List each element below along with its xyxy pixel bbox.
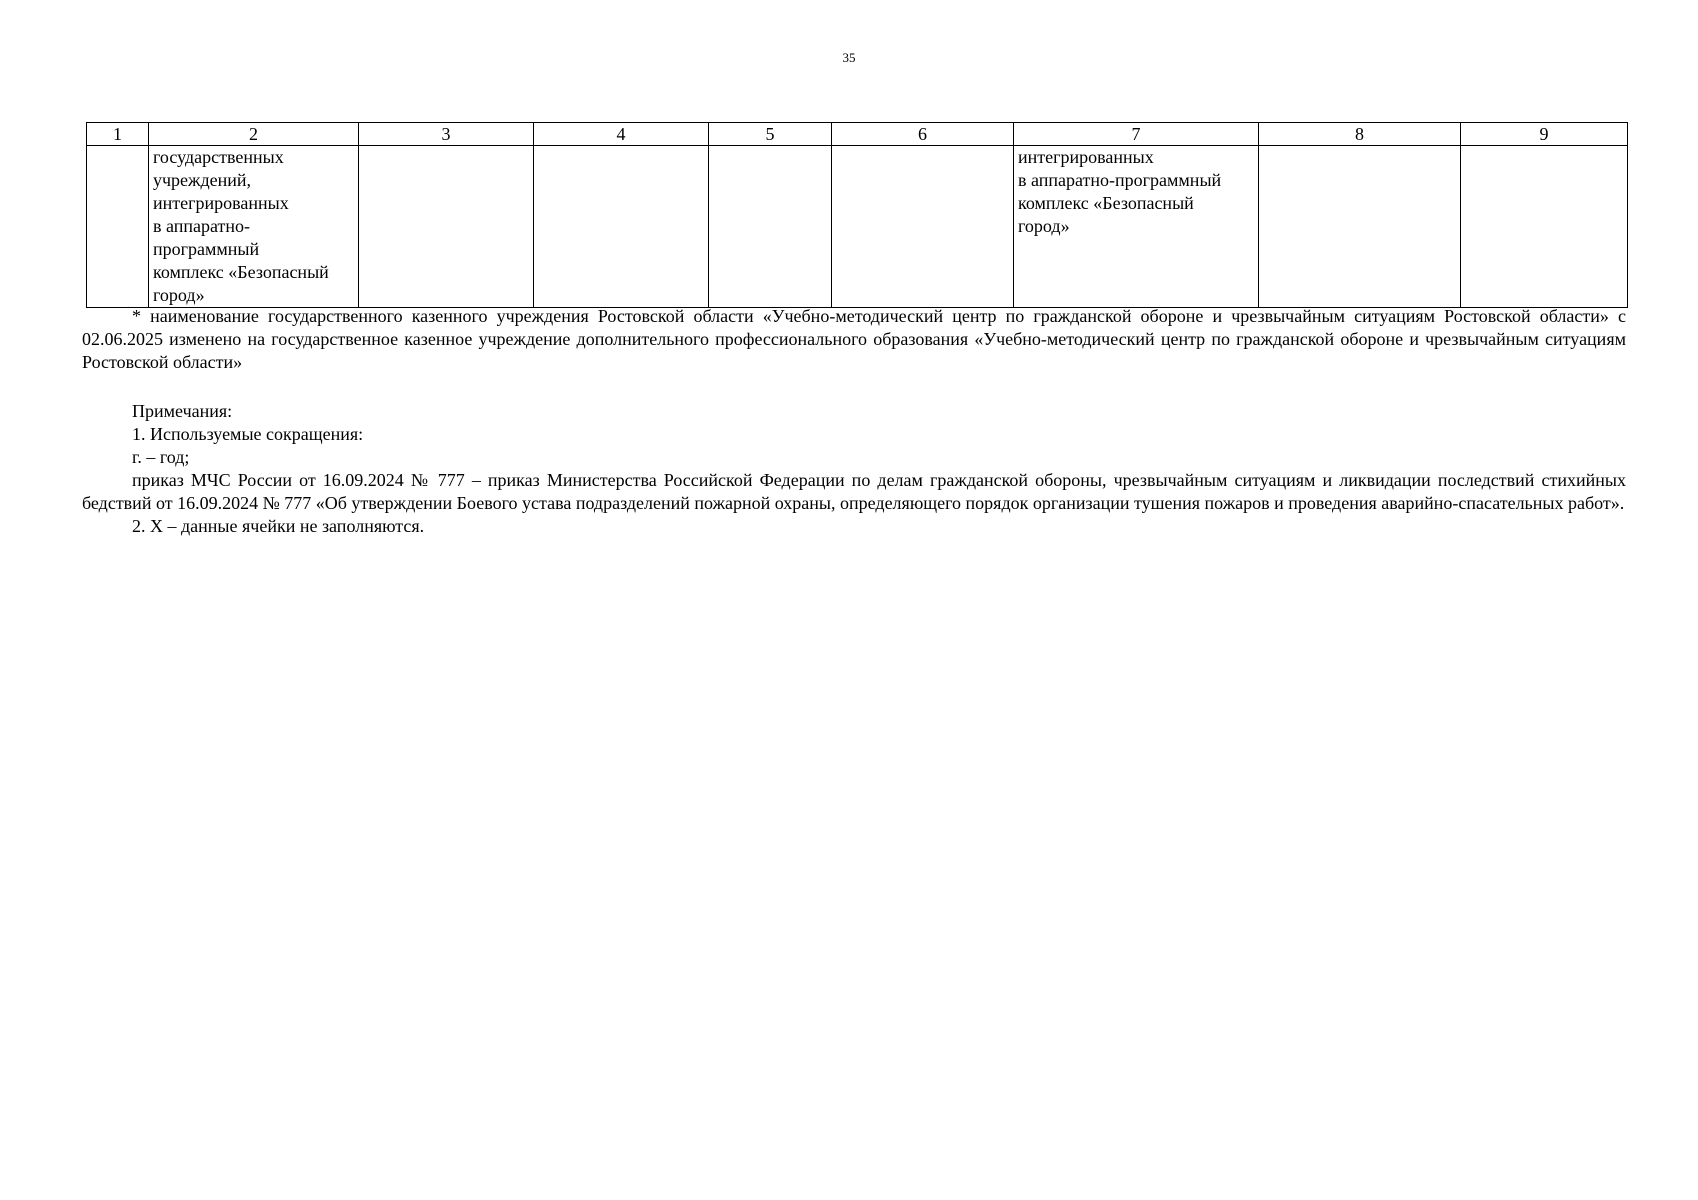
data-table	[86, 122, 1628, 308]
table-cell-9	[1461, 146, 1628, 308]
column-header-1: 1	[87, 123, 149, 146]
footnote	[82, 305, 1626, 374]
column-header-9: 9	[1461, 123, 1628, 146]
notes-title: Примечания:	[132, 401, 233, 421]
column-header-2: 2	[149, 123, 359, 146]
column-header-5: 5	[709, 123, 832, 146]
page-number: 35	[842, 50, 856, 65]
table-cell-7	[1014, 146, 1259, 308]
table-cell-8	[1259, 146, 1461, 308]
column-header-7: 7	[1014, 123, 1259, 146]
column-header-8: 8	[1259, 123, 1461, 146]
table-header-row	[87, 123, 1628, 146]
column-header-4: 4	[534, 123, 709, 146]
notes-item-2: 2. Х – данные ячейки не заполняются.	[132, 516, 425, 536]
table-cell-4	[534, 146, 709, 308]
column-header-3: 3	[359, 123, 534, 146]
abbreviation-year: г. – год;	[132, 447, 190, 467]
footnote-text: * наименование государственного казенного учреждения Ростовской области «Учебно-методический центр по гражданской обороне и чрезвычайным ситуациям Ростовской области» с 02.06.2025 изменено на государственное казенное учреждение дополнительного профессионального образования «Учебно-методический центр по гражданской обороне и чрезвычайным ситуациям Ростовской области»	[82, 306, 1626, 372]
table-cell-5	[709, 146, 832, 308]
table-cell-2	[149, 146, 359, 308]
table-cell-3	[359, 146, 534, 308]
cell-text: государственных учреждений, интегрированных в аппаратно- программный комплекс «Безопасный город»	[153, 147, 329, 305]
notes-section	[82, 400, 1626, 538]
table-cell-6	[832, 146, 1014, 308]
notes-item-1: 1. Используемые сокращения:	[132, 424, 364, 444]
table-cell-1	[87, 146, 149, 308]
abbreviation-order: приказ МЧС России от 16.09.2024 № 777 – приказ Министерства Российской Федерации по делам гражданской обороны, чрезвычайным ситуациям и ликвидации последствий стихийных бедствий от 16.09.2024 № 777 «Об утверждении Боевого устава подразделений пожарной охраны, определяющего порядок организации тушения пожаров и проведения аварийно-спасательных работ».	[82, 470, 1626, 513]
cell-text: интегрированных в аппаратно-программный комплекс «Безопасный город»	[1018, 147, 1222, 236]
column-header-6: 6	[832, 123, 1014, 146]
table-row	[87, 146, 1628, 308]
